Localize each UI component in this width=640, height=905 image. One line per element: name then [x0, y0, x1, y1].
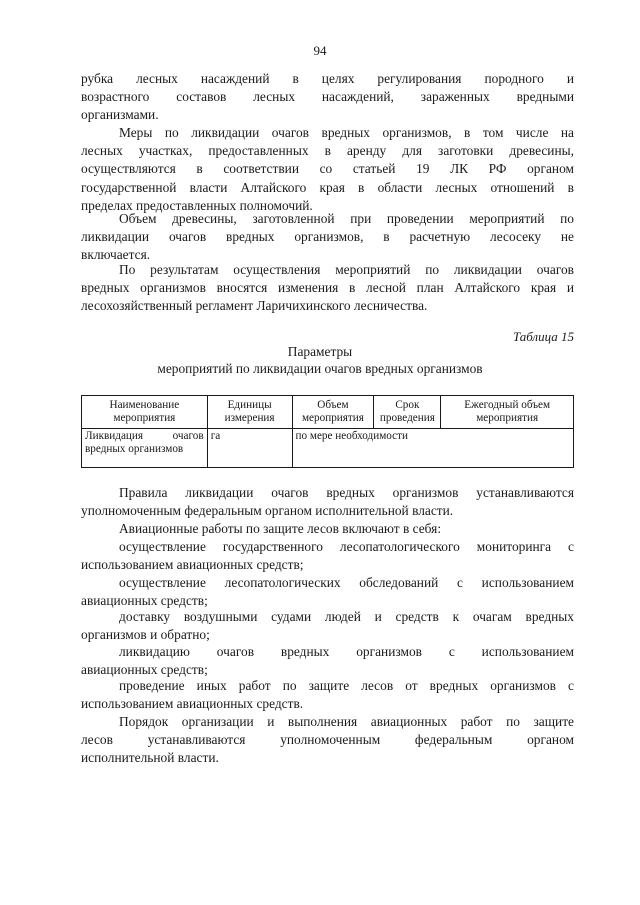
text-line: государственной власти Алтайского края в области лесных отношений в — [81, 179, 574, 195]
text-line: ликвидации очагов вредных организмов, в расчетную лесосеку не — [81, 229, 574, 245]
text-line: проведение иных работ по защите лесов от вредных организмов с — [119, 678, 574, 693]
text-line: исполнительной власти. — [81, 750, 219, 766]
text-line: вредных организмов вносятся изменения в лесной план Алтайского края и — [81, 280, 574, 296]
table-subtitle: мероприятий по ликвидации очагов вредных организмов — [157, 361, 483, 376]
paragraph-body-3 — [81, 538, 574, 574]
paragraph-body-4 — [81, 574, 574, 610]
parameters-table — [81, 395, 574, 468]
table-title: Параметры — [287, 344, 353, 359]
text-line: осуществляются в соответствии со статьей 19 ЛК РФ органом — [81, 161, 574, 177]
text-line: авиационных средств; — [81, 662, 208, 678]
cell-activity-name: Ликвидация очагов вредных организмов — [82, 429, 208, 468]
text-line: Авиационные работы по защите лесов включают в себя: — [119, 521, 442, 536]
paragraph-intro-4 — [81, 261, 574, 316]
text-line: лесных участках, предоставленных в аренду для заготовки древесины, — [81, 143, 574, 159]
text-line: авиационных средств; — [81, 593, 208, 609]
column-header: Ежегодный объем мероприятия — [441, 396, 574, 429]
paragraph-intro-3 — [81, 210, 574, 265]
column-header: Объем мероприятия — [292, 396, 374, 429]
paragraph-body-1 — [81, 484, 574, 520]
text-line: Меры по ликвидации очагов вредных организмов, в том числе на — [119, 125, 574, 140]
text-line: Порядок организации и выполнения авиационных работ по защите — [119, 714, 574, 729]
text-line: организмов и обратно; — [81, 627, 210, 643]
text-line: рубка лесных насаждений в целях регулирования породного и — [81, 71, 574, 86]
paragraph-intro-1 — [81, 70, 574, 125]
text-line: осуществление лесопатологических обследований с использованием — [119, 575, 574, 590]
column-header: Единицы измерения — [207, 396, 292, 429]
text-line: возрастного составов лесных насаждений, зараженных вредными — [81, 89, 574, 105]
cell-period: по мере необходимости — [292, 429, 574, 468]
column-header: Наименование мероприятия — [82, 396, 208, 429]
page-number: 94 — [313, 43, 327, 58]
column-header: Срок проведения — [374, 396, 441, 429]
paragraph-body-8 — [81, 713, 574, 768]
text-line: лесохозяйственный регламент Ларичихинского лесничества. — [81, 298, 428, 314]
paragraph-intro-2 — [81, 124, 574, 215]
text-line: лесов устанавливаются уполномоченным федеральным органом — [81, 732, 574, 748]
paragraph-body-7 — [81, 677, 574, 713]
text-line: включается. — [81, 247, 151, 263]
text-line: ликвидацию очагов вредных организмов с использованием — [119, 644, 574, 659]
paragraph-body-5 — [81, 608, 574, 644]
text-line: использованием авиационных средств; — [81, 557, 304, 573]
text-line: Правила ликвидации очагов вредных организмов устанавливаются — [119, 485, 574, 500]
text-line: уполномоченным федеральным органом исполнительной власти. — [81, 503, 454, 519]
text-line: По результатам осуществления мероприятий по ликвидации очагов — [119, 262, 574, 277]
paragraph-body-2 — [81, 520, 574, 538]
text-line: Объем древесины, заготовленной при проведении мероприятий по — [119, 211, 574, 226]
text-line: доставку воздушными судами людей и средств к очагам вредных — [119, 609, 574, 624]
table-header-row — [82, 396, 574, 429]
paragraph-body-6 — [81, 643, 574, 679]
text-line: осуществление государственного лесопатологического мониторинга с — [119, 539, 574, 554]
text-line: пределах предоставленных полномочий. — [81, 197, 313, 213]
text-line: организмами. — [81, 107, 159, 123]
cell-unit: га — [207, 429, 292, 468]
table-row — [82, 429, 574, 468]
text-line: использованием авиационных средств. — [81, 696, 304, 712]
table-caption: Таблица 15 — [512, 329, 574, 344]
